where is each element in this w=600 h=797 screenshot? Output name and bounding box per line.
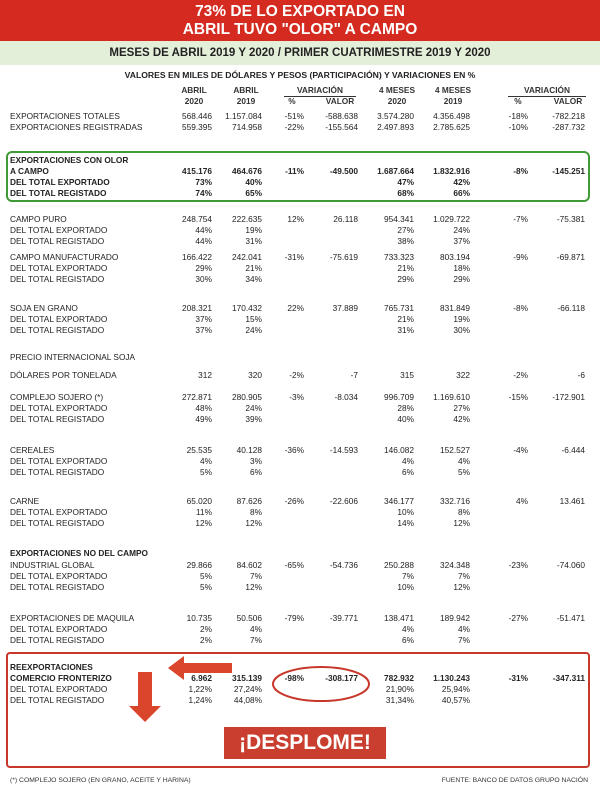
table-cell: 272.871 (182, 392, 212, 402)
row-label: DEL TOTAL EXPORTADO (10, 624, 108, 634)
table-cell: 954.341 (384, 214, 414, 224)
table-cell: 14% (397, 518, 414, 528)
table-cell: -782.218 (552, 111, 585, 121)
row-label: A CAMPO (10, 166, 49, 176)
table-cell: 31% (397, 325, 414, 335)
table-cell: 12% (453, 518, 470, 528)
row-label: REEXPORTACIONES (10, 662, 93, 672)
table-cell: 34% (245, 274, 262, 284)
table-cell: 47% (397, 177, 414, 187)
table-cell: -4% (513, 445, 528, 455)
table-cell: 38% (397, 236, 414, 246)
table-cell: 29.866 (186, 560, 212, 570)
table-cell: 19% (245, 225, 262, 235)
table-cell: 18% (453, 263, 470, 273)
table-cell: 37% (195, 314, 212, 324)
header-abril-2019: ABRIL 2019 (233, 85, 259, 106)
table-cell: 222.635 (232, 214, 262, 224)
table-cell: -145.251 (552, 166, 585, 176)
header-4meses-2020: 4 MESES 2020 (379, 85, 415, 106)
table-cell: -31% (284, 252, 304, 262)
table-cell: -39.771 (329, 613, 358, 623)
table-cell: 1,22% (188, 684, 212, 694)
title-line-2: ABRIL TUVO "OLOR" A CAMPO (182, 21, 418, 38)
table-cell: 44% (195, 236, 212, 246)
table-cell: -75.619 (329, 252, 358, 262)
table-cell: 138.471 (384, 613, 414, 623)
table-cell: 42% (453, 414, 470, 424)
table-cell: 332.716 (440, 496, 470, 506)
table-cell: 15% (245, 314, 262, 324)
subtitle-bar: MESES DE ABRIL 2019 Y 2020 / PRIMER CUATRIMESTRE 2019 Y 2020 (0, 41, 600, 65)
table-cell: 10% (397, 507, 414, 517)
table-cell: 568.446 (182, 111, 212, 121)
table-cell: 11% (196, 507, 212, 517)
table-cell: -308.177 (325, 673, 358, 683)
row-label: DEL TOTAL EXPORTADO (10, 177, 110, 187)
table-cell: -22.606 (329, 496, 358, 506)
table-cell: 322 (456, 370, 470, 380)
table-cell: -3% (289, 392, 304, 402)
table-cell: -11% (285, 166, 304, 176)
table-cell: -31% (508, 673, 528, 683)
row-label: PRECIO INTERNACIONAL SOJA (10, 352, 136, 362)
table-cell: 803.194 (440, 252, 470, 262)
table-cell: 21,90% (385, 684, 414, 694)
table-cell: -10% (508, 122, 528, 132)
table-cell: 1.029.722 (433, 214, 470, 224)
table-cell: 1.687.664 (377, 166, 414, 176)
table-cell: 6% (402, 635, 414, 645)
row-label: DEL TOTAL REGISTADO (10, 274, 105, 284)
table-cell: 22% (287, 303, 304, 313)
header-valor-2: VALOR (553, 96, 583, 106)
table-cell: 65.020 (186, 496, 212, 506)
row-label: EXPORTACIONES NO DEL CAMPO (10, 548, 148, 558)
down-arrow-icon (129, 672, 161, 722)
table-cell: 324.348 (440, 560, 470, 570)
table-cell: 48% (195, 403, 212, 413)
table-cell: -51.471 (556, 613, 585, 623)
table-cell: 39% (245, 414, 262, 424)
row-label: DEL TOTAL REGISTADO (10, 695, 105, 705)
table-cell: -51% (284, 111, 304, 121)
header-pct-2: % (514, 96, 522, 106)
table-cell: -54.736 (329, 560, 358, 570)
row-label: INDUSTRIAL GLOBAL (10, 560, 95, 570)
table-cell: 12% (245, 518, 262, 528)
table-cell: -7% (513, 214, 528, 224)
table-cell: 73% (195, 177, 212, 187)
table-cell: -8% (513, 303, 528, 313)
table-cell: -65% (284, 560, 304, 570)
table-cell: 29% (453, 274, 470, 284)
row-label: EXPORTACIONES TOTALES (10, 111, 120, 121)
table-cell: 3% (250, 456, 262, 466)
table-cell: -69.871 (556, 252, 585, 262)
table-cell: -74.060 (556, 560, 585, 570)
table-cell: -22% (284, 122, 304, 132)
table-cell: 40% (397, 414, 414, 424)
row-label: DÓLARES POR TONELADA (10, 370, 117, 380)
row-label: DEL TOTAL EXPORTADO (10, 403, 108, 413)
table-cell: 250.288 (384, 560, 414, 570)
row-label: EXPORTACIONES REGISTRADAS (10, 122, 143, 132)
header-variacion-1: VARIACIÓN (297, 85, 343, 95)
table-cell: 4% (250, 624, 262, 634)
table-cell: 6.962 (191, 673, 212, 683)
table-cell: -15% (508, 392, 528, 402)
row-label: DEL TOTAL REGISTADO (10, 635, 105, 645)
table-cell: 415.176 (182, 166, 212, 176)
table-cell: 6% (402, 467, 414, 477)
table-cell: 19% (453, 314, 470, 324)
table-cell: 21% (397, 263, 414, 273)
table-cell: 312 (198, 370, 212, 380)
table-cell: 7% (458, 635, 470, 645)
table-cell: -7 (350, 370, 358, 380)
table-cell: 3.574.280 (377, 111, 414, 121)
row-label: DEL TOTAL EXPORTADO (10, 507, 108, 517)
row-label: CARNE (10, 496, 40, 506)
table-cell: -8.034 (334, 392, 358, 402)
table-cell: 4% (200, 456, 212, 466)
table-cell: 1.157.084 (225, 111, 262, 121)
table-cell: -79% (284, 613, 304, 623)
units-intro: VALORES EN MILES DE DÓLARES Y PESOS (PARTICIPACIÓN) Y VARIACIONES EN % (124, 70, 476, 80)
title-line-1: 73% DE LO EXPORTADO EN (195, 3, 405, 20)
table-cell: 1,24% (188, 695, 212, 705)
table-cell: 12% (195, 518, 212, 528)
source-note: FUENTE: BANCO DE DATOS GRUPO NACIÓN (441, 777, 588, 784)
row-label: DEL TOTAL EXPORTADO (10, 456, 108, 466)
table-cell: -36% (284, 445, 304, 455)
table-cell: 24% (245, 325, 262, 335)
table-cell: -18% (508, 111, 528, 121)
table-cell: 166.422 (182, 252, 212, 262)
table-cell: 2.785.625 (433, 122, 470, 132)
row-label: DEL TOTAL EXPORTADO (10, 314, 108, 324)
row-label: SOJA EN GRANO (10, 303, 78, 313)
desplome-callout: ¡DESPLOME! (224, 727, 386, 759)
table-cell: 248.754 (182, 214, 212, 224)
table-cell: 40,57% (441, 695, 470, 705)
table-cell: 315.139 (232, 673, 262, 683)
table-cell: -2% (513, 370, 528, 380)
table-cell: 27% (397, 225, 414, 235)
table-cell: 280.905 (232, 392, 262, 402)
table-cell: 87.626 (236, 496, 262, 506)
table-cell: -49.500 (329, 166, 358, 176)
table-cell: 782.932 (384, 673, 414, 683)
table-cell: -75.381 (556, 214, 585, 224)
table-cell: 37.889 (332, 303, 358, 313)
row-label: DEL TOTAL REGISTADO (10, 188, 107, 198)
row-label: COMERCIO FRONTERIZO (10, 673, 112, 683)
table-cell: 4% (516, 496, 528, 506)
header-valor-1: VALOR (325, 96, 355, 106)
header-pct-1: % (288, 96, 296, 106)
table-cell: 49% (195, 414, 212, 424)
table-cell: 4% (402, 624, 414, 634)
table-cell: -588.638 (325, 111, 358, 121)
table-cell: 44% (195, 225, 212, 235)
row-label: DEL TOTAL EXPORTADO (10, 684, 108, 694)
table-cell: -172.901 (552, 392, 585, 402)
table-cell: 37% (453, 236, 470, 246)
table-cell: -2% (289, 370, 304, 380)
table-cell: 4% (458, 624, 470, 634)
table-cell: -27% (508, 613, 528, 623)
table-cell: -9% (513, 252, 528, 262)
table-cell: 10.735 (186, 613, 212, 623)
table-cell: 13.461 (559, 496, 585, 506)
table-cell: 5% (200, 582, 212, 592)
table-cell: 21% (245, 263, 262, 273)
row-label: DEL TOTAL EXPORTADO (10, 263, 108, 273)
header-variacion-2: VARIACIÓN (524, 85, 570, 95)
table-cell: 7% (458, 571, 470, 581)
table-cell: 12% (245, 582, 262, 592)
row-label: DEL TOTAL REGISTADO (10, 236, 105, 246)
table-cell: 765.731 (384, 303, 414, 313)
table-cell: 37% (195, 325, 212, 335)
table-cell: -66.118 (557, 303, 585, 313)
table-cell: 189.942 (440, 613, 470, 623)
table-cell: 65% (245, 188, 262, 198)
table-cell: 31% (245, 236, 262, 246)
table-cell: 242.041 (232, 252, 262, 262)
table-cell: 30% (453, 325, 470, 335)
table-cell: 12% (453, 582, 470, 592)
table-cell: 996.709 (384, 392, 414, 402)
table-cell: -347.311 (552, 673, 585, 683)
table-cell: 10% (397, 582, 414, 592)
table-cell: 84.602 (236, 560, 262, 570)
table-cell: 170.432 (232, 303, 262, 313)
table-cell: 44,08% (233, 695, 262, 705)
table-cell: 208.321 (182, 303, 212, 313)
header-4meses-2019: 4 MESES 2019 (435, 85, 471, 106)
table-cell: 7% (250, 635, 262, 645)
table-cell: -287.732 (552, 122, 585, 132)
table-cell: 74% (195, 188, 212, 198)
table-cell: 42% (453, 177, 470, 187)
table-cell: 8% (458, 507, 470, 517)
table-cell: 5% (458, 467, 470, 477)
table-cell: 68% (397, 188, 414, 198)
table-cell: 733.323 (384, 252, 414, 262)
table-cell: 6% (250, 467, 262, 477)
table-cell: 40.128 (236, 445, 262, 455)
row-label: EXPORTACIONES DE MAQUILA (10, 613, 135, 623)
table-cell: -6.444 (561, 445, 585, 455)
table-cell: 831.849 (440, 303, 470, 313)
table-cell: 315 (400, 370, 414, 380)
table-cell: 1.169.610 (433, 392, 470, 402)
table-cell: 24% (245, 403, 262, 413)
table-cell: -8% (513, 166, 528, 176)
table-cell: 24% (453, 225, 470, 235)
table-cell: 4% (458, 456, 470, 466)
table-cell: -23% (508, 560, 528, 570)
table-cell: 4% (402, 456, 414, 466)
table-cell: -98% (284, 673, 304, 683)
table-cell: 66% (453, 188, 470, 198)
table-cell: 21% (397, 314, 414, 324)
table-cell: 1.130.243 (433, 673, 470, 683)
table-cell: 146.082 (384, 445, 414, 455)
table-cell: -14.593 (329, 445, 358, 455)
table-cell: 8% (250, 507, 262, 517)
table-cell: 27,24% (233, 684, 262, 694)
table-cell: 28% (397, 403, 414, 413)
table-cell: 2.497.893 (377, 122, 414, 132)
table-cell: 12% (287, 214, 304, 224)
table-cell: 464.676 (232, 166, 262, 176)
table-cell: 29% (397, 274, 414, 284)
table-cell: 2% (200, 635, 212, 645)
table-cell: 50.506 (236, 613, 262, 623)
footnote: (*) COMPLEJO SOJERO (EN GRANO, ACEITE Y HARINA) (10, 777, 191, 784)
table-cell: 5% (200, 571, 212, 581)
table-cell: 26.118 (333, 214, 358, 224)
table-cell: 714.958 (232, 122, 262, 132)
table-cell: 320 (248, 370, 262, 380)
row-label: DEL TOTAL REGISTADO (10, 414, 105, 424)
row-label: DEL TOTAL EXPORTADO (10, 571, 108, 581)
table-cell: 27% (453, 403, 470, 413)
table-cell: 40% (245, 177, 262, 187)
row-label: CEREALES (10, 445, 55, 455)
table-cell: 346.177 (384, 496, 414, 506)
table-cell: 152.527 (440, 445, 470, 455)
table-cell: 30% (195, 274, 212, 284)
row-label: EXPORTACIONES CON OLOR (10, 155, 129, 165)
row-label: DEL TOTAL REGISTADO (10, 325, 105, 335)
table-cell: 7% (402, 571, 414, 581)
table-cell: -26% (284, 496, 304, 506)
table-cell: 7% (250, 571, 262, 581)
table-cell: 5% (200, 467, 212, 477)
row-label: DEL TOTAL REGISTADO (10, 582, 105, 592)
table-cell: 31,34% (385, 695, 414, 705)
table-cell: 1.832.916 (433, 166, 470, 176)
table-cell: -155.564 (325, 122, 358, 132)
table-cell: 29% (195, 263, 212, 273)
table-cell: 25.535 (186, 445, 212, 455)
table-cell: 25,94% (441, 684, 470, 694)
table-cell: 2% (200, 624, 212, 634)
header-abril-2020: ABRIL 2020 (181, 85, 207, 106)
row-label: COMPLEJO SOJERO (*) (10, 392, 104, 402)
row-label: CAMPO MANUFACTURADO (10, 252, 119, 262)
table-cell: -6 (577, 370, 585, 380)
row-label: DEL TOTAL REGISTADO (10, 518, 105, 528)
table-cell: 4.356.498 (433, 111, 470, 121)
row-label: DEL TOTAL EXPORTADO (10, 225, 108, 235)
row-label: CAMPO PURO (10, 214, 67, 224)
row-label: DEL TOTAL REGISTADO (10, 467, 105, 477)
table-cell: 559.395 (182, 122, 212, 132)
